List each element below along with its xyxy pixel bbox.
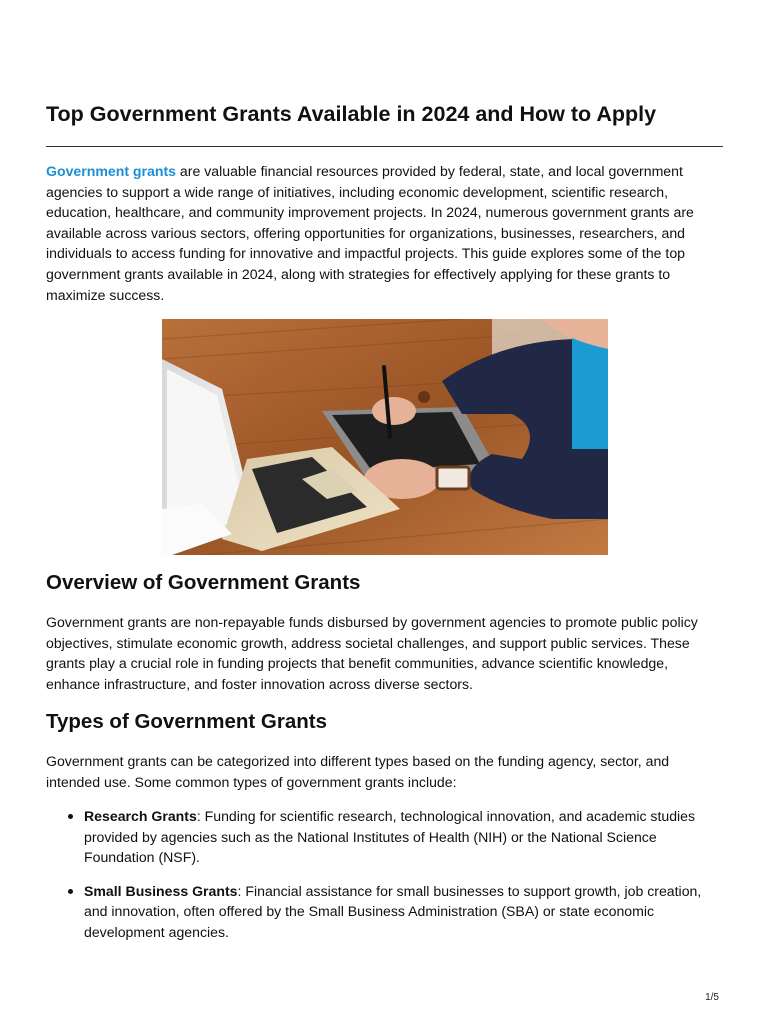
list-item xyxy=(46,881,726,943)
bullet-icon xyxy=(68,889,73,894)
grant-types-list xyxy=(46,806,726,956)
overview-heading: Overview of Government Grants xyxy=(46,571,361,594)
laptop-tablet-photo xyxy=(162,319,608,555)
list-item-text: : Funding for scientific research, technological innovation, and academic studies provided by agencies such as the National Institutes of Health (NIH) or the National Science Foundation (NSF). xyxy=(84,808,696,866)
page-number: 1/5 xyxy=(705,992,719,1003)
government-grants-link[interactable]: Government grants xyxy=(46,163,177,179)
title-divider xyxy=(46,146,723,147)
list-item-label: Research Grants xyxy=(84,808,197,824)
types-heading: Types of Government Grants xyxy=(46,710,327,733)
types-paragraph: Government grants can be categorized into different types based on the funding agency, sector, and intended use. Some common types of government grants include: xyxy=(46,753,670,790)
list-item-label: Small Business Grants xyxy=(84,882,238,899)
bullet-icon xyxy=(68,814,73,819)
list-item xyxy=(46,806,726,868)
intro-text: are valuable financial resources provided by federal, state, and local government agencies to support a wide range of initiatives, including economic development, scientific research, education, healthcare, and community improvement projects. In 2024, numerous government grants are available across various sectors, offering opportunities for organizations, businesses, researchers, and individuals to access funding for innovative and impactful projects. This guide explores some of the top government grants available in 2024, along with strategies for effectively applying for these grants to maximize success. xyxy=(46,163,694,303)
list-item-text: : Financial assistance for small businesses to support growth, job creation, and innovation, often offered by the Small Business Administration (SBA) or state economic development agencies. xyxy=(84,882,702,940)
intro-paragraph xyxy=(46,161,726,305)
overview-paragraph: Government grants are non-repayable funds disbursed by government agencies to promote public policy objectives, stimulate economic growth, address societal challenges, and support public services. These grants play a crucial role in funding projects that benefit communities, advance scientific knowledge, enhance infrastructure, and foster innovation across diverse sectors. xyxy=(46,614,698,692)
page-title: Top Government Grants Available in 2024 and How to Apply xyxy=(46,102,657,126)
